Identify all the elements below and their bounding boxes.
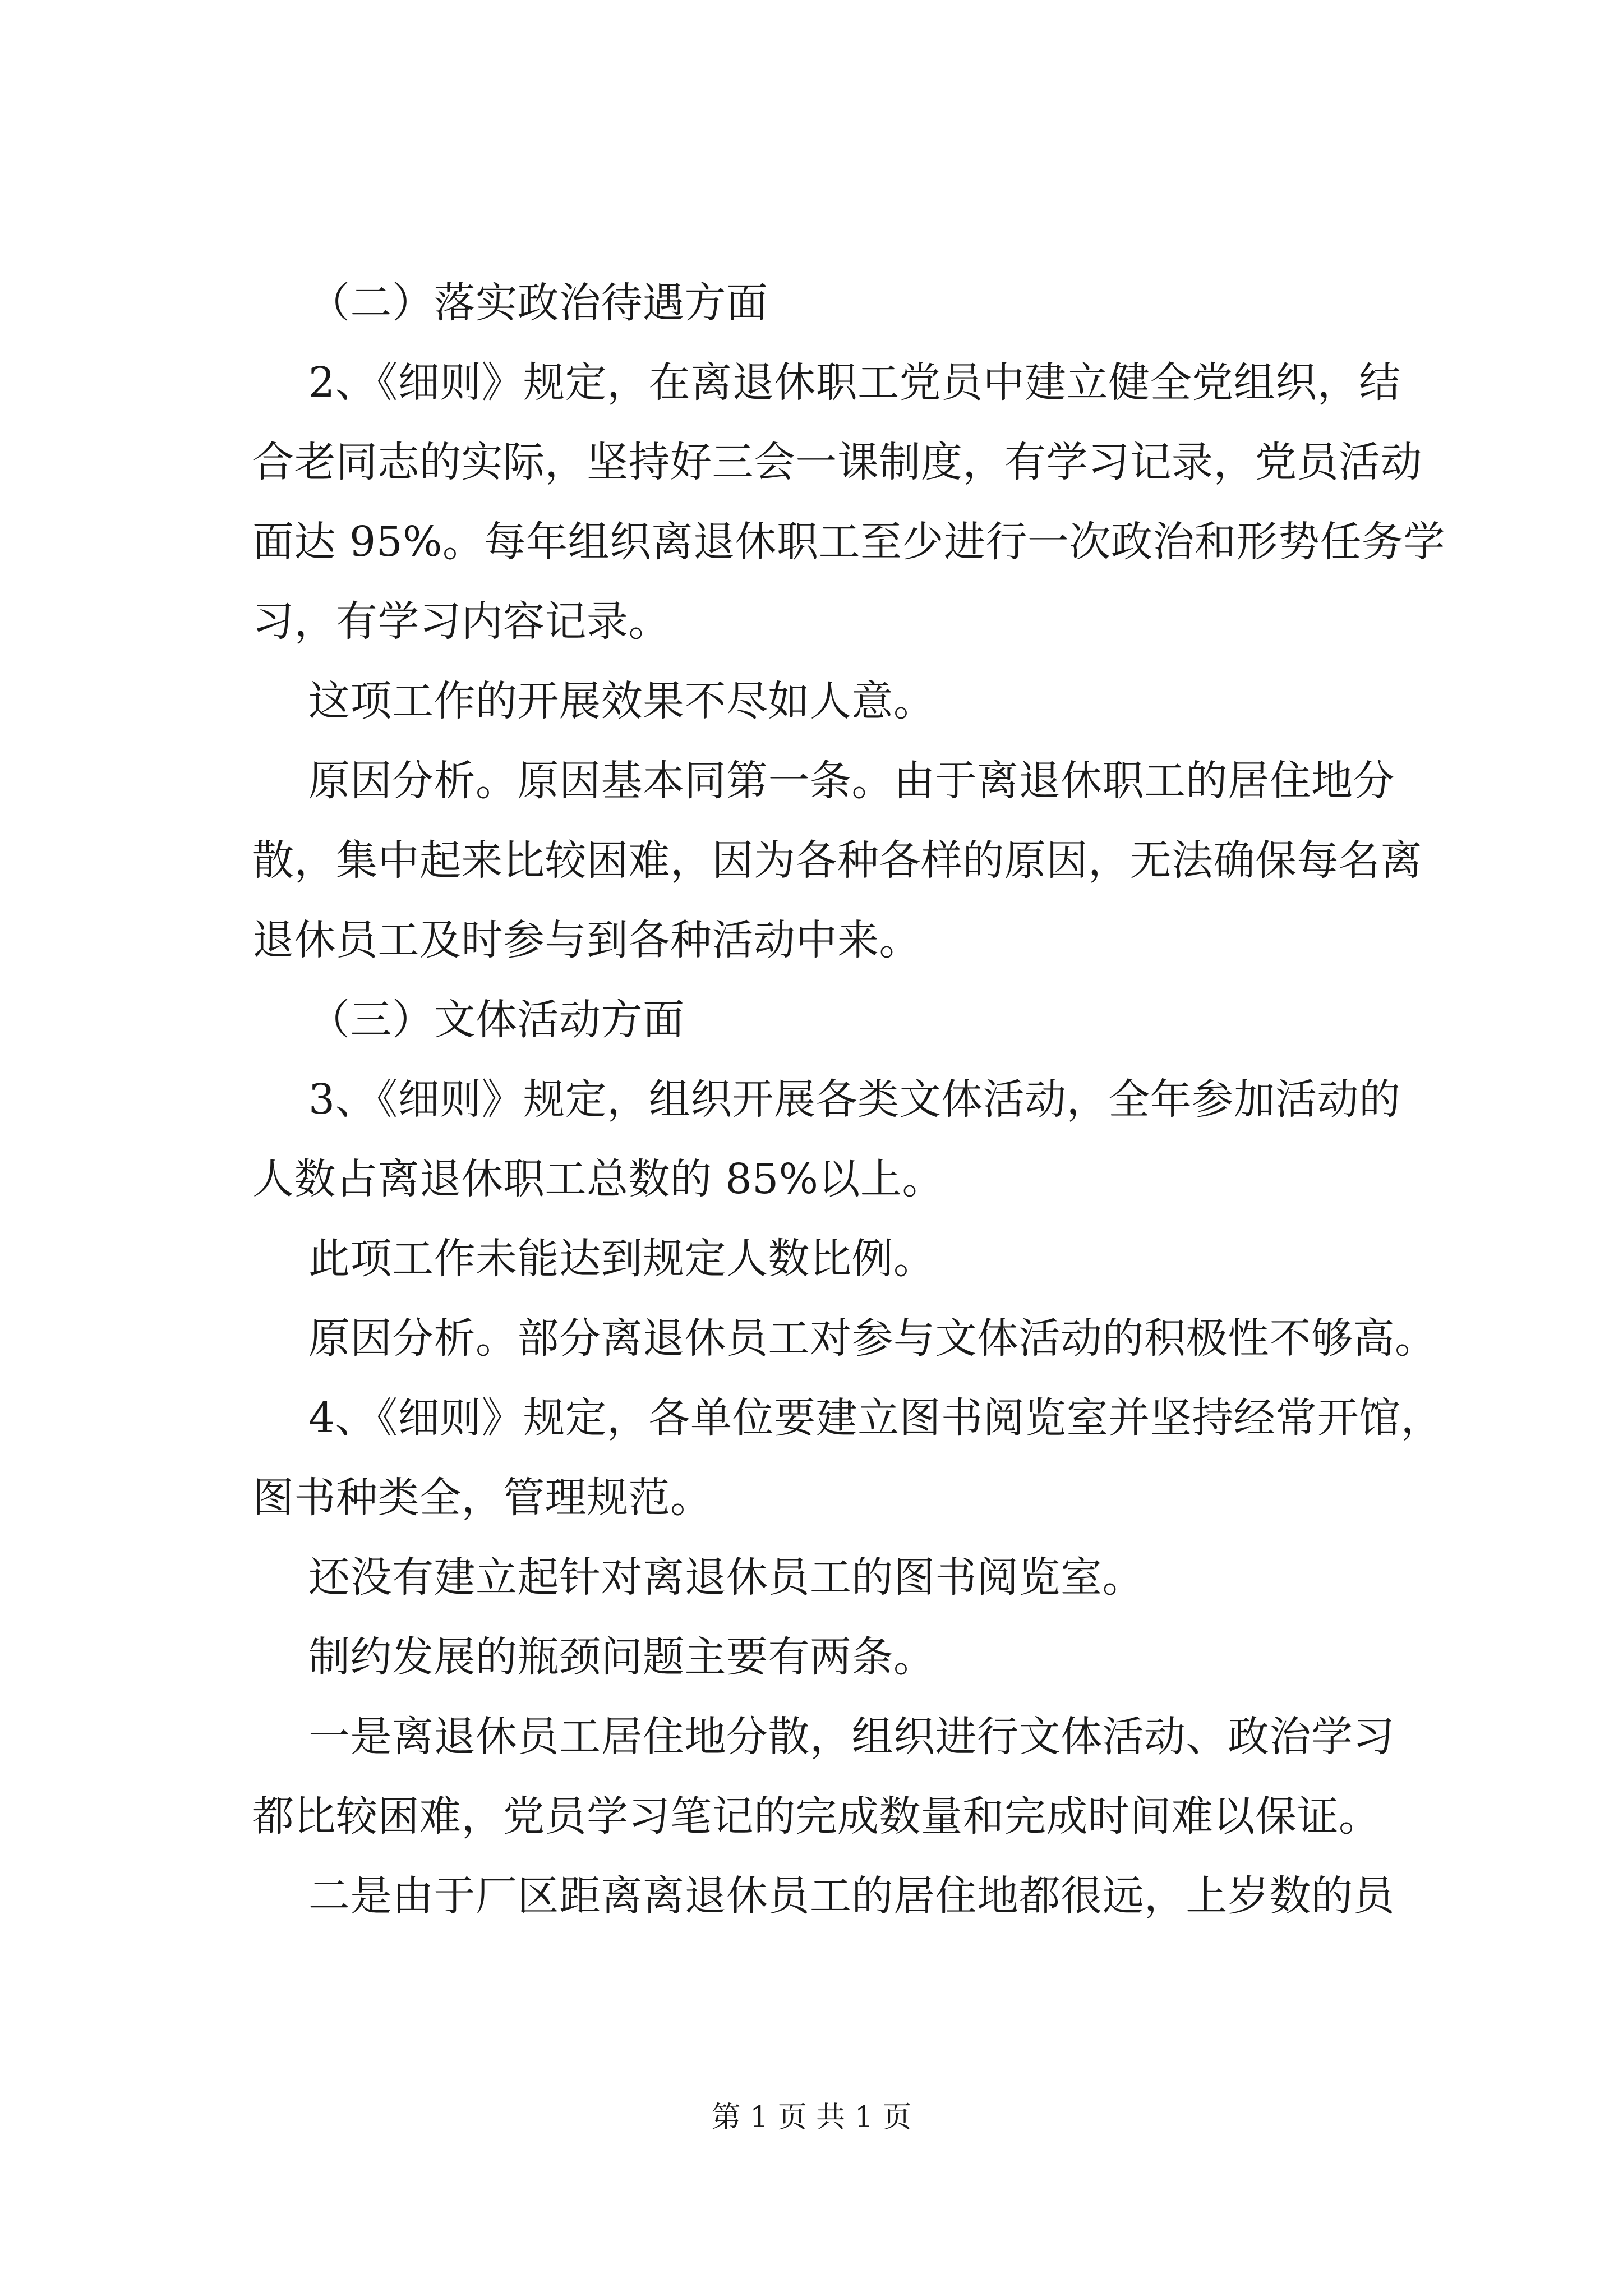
section-heading-political: （二）落实政治待遇方面 bbox=[308, 279, 768, 327]
paragraph-line: 面达 95%。每年组织离退休职工至少进行一次政治和形势任务学 bbox=[252, 518, 1445, 566]
paragraph-line: 制约发展的瓶颈问题主要有两条。 bbox=[308, 1633, 935, 1681]
section-heading-culture-sports: （三）文体活动方面 bbox=[308, 996, 685, 1044]
paragraph-line: 图书种类全，管理规范。 bbox=[252, 1474, 712, 1522]
paragraph-line: 原因分析。原因基本同第一条。由于离退休职工的居住地分 bbox=[308, 757, 1395, 805]
paragraph-line: 4、《细则》规定，各单位要建立图书阅览室并坚持经常开馆， bbox=[308, 1394, 1443, 1442]
paragraph-line: 这项工作的开展效果不尽如人意。 bbox=[308, 677, 935, 725]
paragraph-line: 2、《细则》规定，在离退休职工党员中建立健全党组织，结 bbox=[308, 358, 1401, 407]
paragraph-line: 合老同志的实际，坚持好三会一课制度，有学习记录，党员活动 bbox=[252, 438, 1422, 486]
page-footer: 第 1 页 共 1 页 bbox=[711, 2101, 912, 2134]
paragraph-line: 二是由于厂区距离离退休员工的居住地都很远，上岁数的员 bbox=[308, 1872, 1395, 1920]
paragraph-line: 人数占离退休职工总数的 85%以上。 bbox=[252, 1155, 944, 1203]
paragraph-line: 习，有学习内容记录。 bbox=[252, 597, 670, 646]
paragraph-line: 原因分析。部分离退休员工对参与文体活动的积极性不够高。 bbox=[308, 1314, 1437, 1363]
paragraph-line: 散，集中起来比较困难，因为各种各样的原因，无法确保每名离 bbox=[252, 836, 1422, 885]
paragraph-line: 3、《细则》规定，组织开展各类文体活动，全年参加活动的 bbox=[308, 1075, 1401, 1124]
paragraph-line: 一是离退休员工居住地分散，组织进行文体活动、政治学习 bbox=[308, 1713, 1395, 1761]
paragraph-line: 退休员工及时参与到各种活动中来。 bbox=[252, 916, 921, 964]
paragraph-line: 还没有建立起针对离退休员工的图书阅览室。 bbox=[308, 1553, 1144, 1602]
paragraph-line: 都比较困难，党员学习笔记的完成数量和完成时间难以保证。 bbox=[252, 1792, 1381, 1841]
paragraph-line: 此项工作未能达到规定人数比例。 bbox=[308, 1235, 935, 1283]
